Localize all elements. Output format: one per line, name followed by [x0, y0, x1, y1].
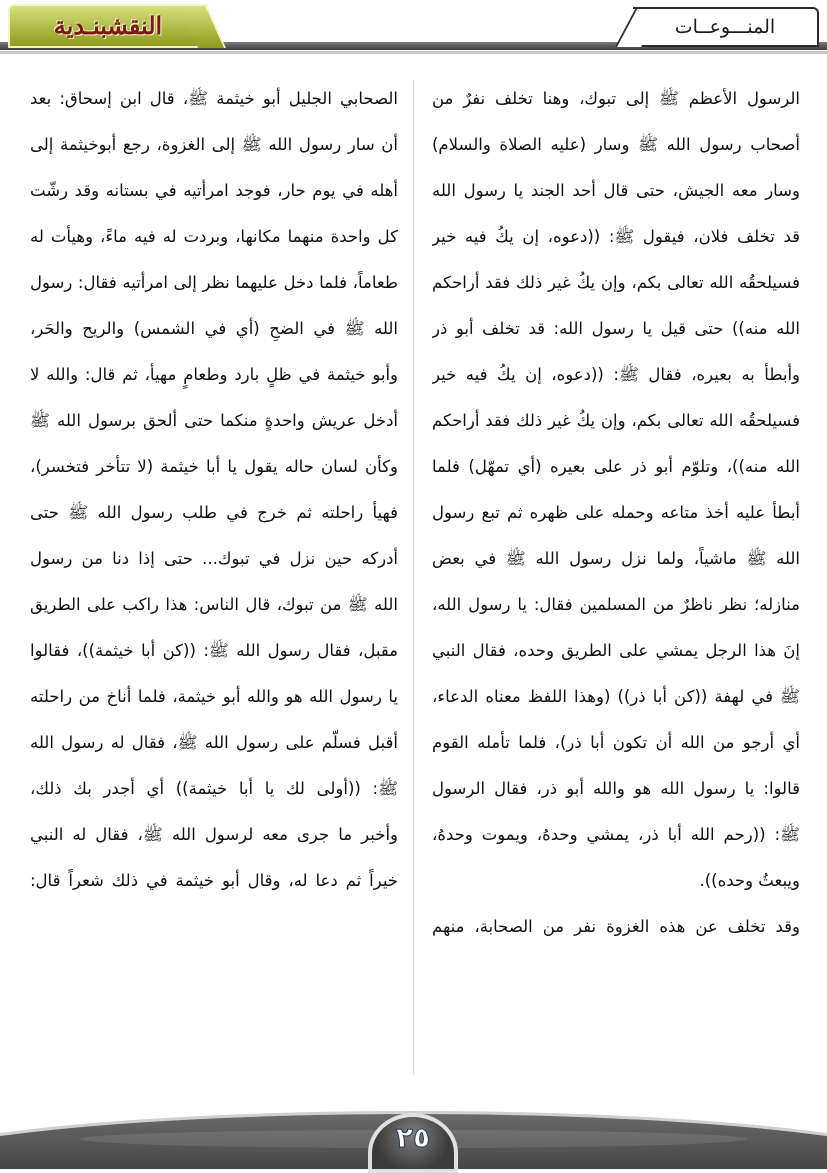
text-line: الله ﷺ ماشياً، ولما نزل رسول الله ﷺ في بعض [432, 549, 800, 568]
page-header [0, 0, 827, 70]
text-line: الرسول الأعظم ﷺ إلى تبوك، وهنا تخلف نفرٌ من [432, 89, 800, 108]
text-line: أدركه حين نزل في تبوك... حتى إذا دنا من رسول [30, 549, 398, 568]
text-line: إنَ هذا الرجل يمشي على الطريق وحده، فقال النبي [432, 641, 800, 660]
text-line: أن سار رسول الله ﷺ إلى الغزوة، رجع أبوخيثمة إلى [30, 135, 398, 154]
section-title: المنـــوعــات [674, 16, 776, 38]
text-line: ﷺ: ((أولى لك يا أبا خيثمة)) أي أجدر بك ذلك، [30, 779, 398, 798]
text-line: وأبو خيثمة في ظلٍ بارد وطعامٍ مهيأ، ثم قال: والله لا [30, 365, 398, 384]
page-number: ٢٥ [395, 1121, 431, 1154]
header-line [0, 51, 827, 54]
text-line: أي أرجو من الله أن تكون أبا ذر)، فلما تأمله القوم [432, 733, 800, 752]
text-line: أقبل فسلّم على رسول الله ﷺ، فقال له رسول الله [30, 733, 398, 752]
text-line: خيراً ثم دعا له، وقال أبو خيثمة في ذلك شعراً قال: [30, 871, 398, 890]
right-column [432, 76, 800, 950]
text-line: وسار معه الجيش، حتى قال أحد الجند يا رسول الله [432, 181, 800, 200]
text-line: منازله؛ نظر ناظرٌ من المسلمين فقال: يا رسول الله، [432, 595, 800, 614]
text-line: مقبل، فقال رسول الله ﷺ: ((كن أبا خيثمة))، فقالوا [30, 641, 398, 660]
text-line: وأبطأ به بعيره، فقال ﷺ: ((دعوه، إن يكُ فيه خير [432, 365, 800, 384]
text-line: وقد تخلف عن هذه الغزوة نفر من الصحابة، منهم [432, 917, 800, 936]
text-line: ﷺ: ((رحم الله أبا ذر، يمشي وحدهُ، ويموت وحدهُ، [432, 825, 800, 844]
text-line: الله منه)) حتى قيل يا رسول الله: قد تخلف أبو ذر [432, 319, 800, 338]
text-line: فسيلحقُه الله تعالى بكم، وإن يكُ غير ذلك فقد أراحكم [432, 411, 800, 430]
text-line: فهيأ راحلته ثم خرج في طلب رسول الله ﷺ حتى [30, 503, 398, 522]
text-line: وكأن لسان حاله يقول يا أبا خيثمة (لا تتأخر فتخسر)، [30, 457, 398, 476]
text-line: الله منه))، وتلوّم أبو ذر على بعيره (أي تمهّل) فلما [432, 457, 800, 476]
text-line: قالوا: يا رسول الله هو والله أبو ذر، فقال الرسول [432, 779, 800, 798]
text-line: قد تخلف فلان، فيقول ﷺ: ((دعوه، إن يكُ فيه خير [432, 227, 800, 246]
text-line: يا رسول الله هو والله أبو خيثمة، فلما أناخ من راحلته [30, 687, 398, 706]
text-line: أصحاب رسول الله ﷺ وسار (عليه الصلاة والسلام) [432, 135, 800, 154]
text-line: أدخل عريش واحدةٍ منكما حتى ألحق برسول الله ﷺ [30, 411, 398, 430]
text-line: طعاماً، فلما دخل عليهما نظر إلى امرأتيه فقال: رسول [30, 273, 398, 292]
text-line: فسيلحقُه الله تعالى بكم، وإن يكُ غير ذلك فقد أراحكم [432, 273, 800, 292]
text-line: أهله في يوم حار، فوجد امرأتيه في بستانه وقد رشّت [30, 181, 398, 200]
column-divider [413, 80, 414, 1075]
text-line: كل واحدة منهما مكانها، وبردت له فيه ماءً، وهيأت له [30, 227, 398, 246]
text-line-paragraph-end: ويبعثُ وحده)). [699, 871, 800, 890]
section-title-tab [633, 7, 819, 47]
text-line: ﷺ في لهفة ((كن أبا ذر)) (وهذا اللفظ معناه الدعاء، [432, 687, 800, 706]
text-line: الصحابي الجليل أبو خيثمة ﷺ، قال ابن إسحاق: بعد [30, 89, 398, 108]
left-column [30, 76, 398, 904]
text-line: أبطأ عليه أخذ متاعه وحمله على ظهره ثم تبع رسول [432, 503, 800, 522]
text-line: الله ﷺ في الضحِ (أي في الشمس) والريح والحَر، [30, 319, 398, 338]
page-number-badge [368, 1113, 458, 1173]
magazine-name-tab [8, 4, 208, 48]
text-line: وأخبر ما جرى معه لرسول الله ﷺ، فقال له النبي [30, 825, 398, 844]
magazine-name: النقشبنـدية [53, 11, 163, 40]
text-line: الله ﷺ من تبوك، قال الناس: هذا راكب على الطريق [30, 595, 398, 614]
